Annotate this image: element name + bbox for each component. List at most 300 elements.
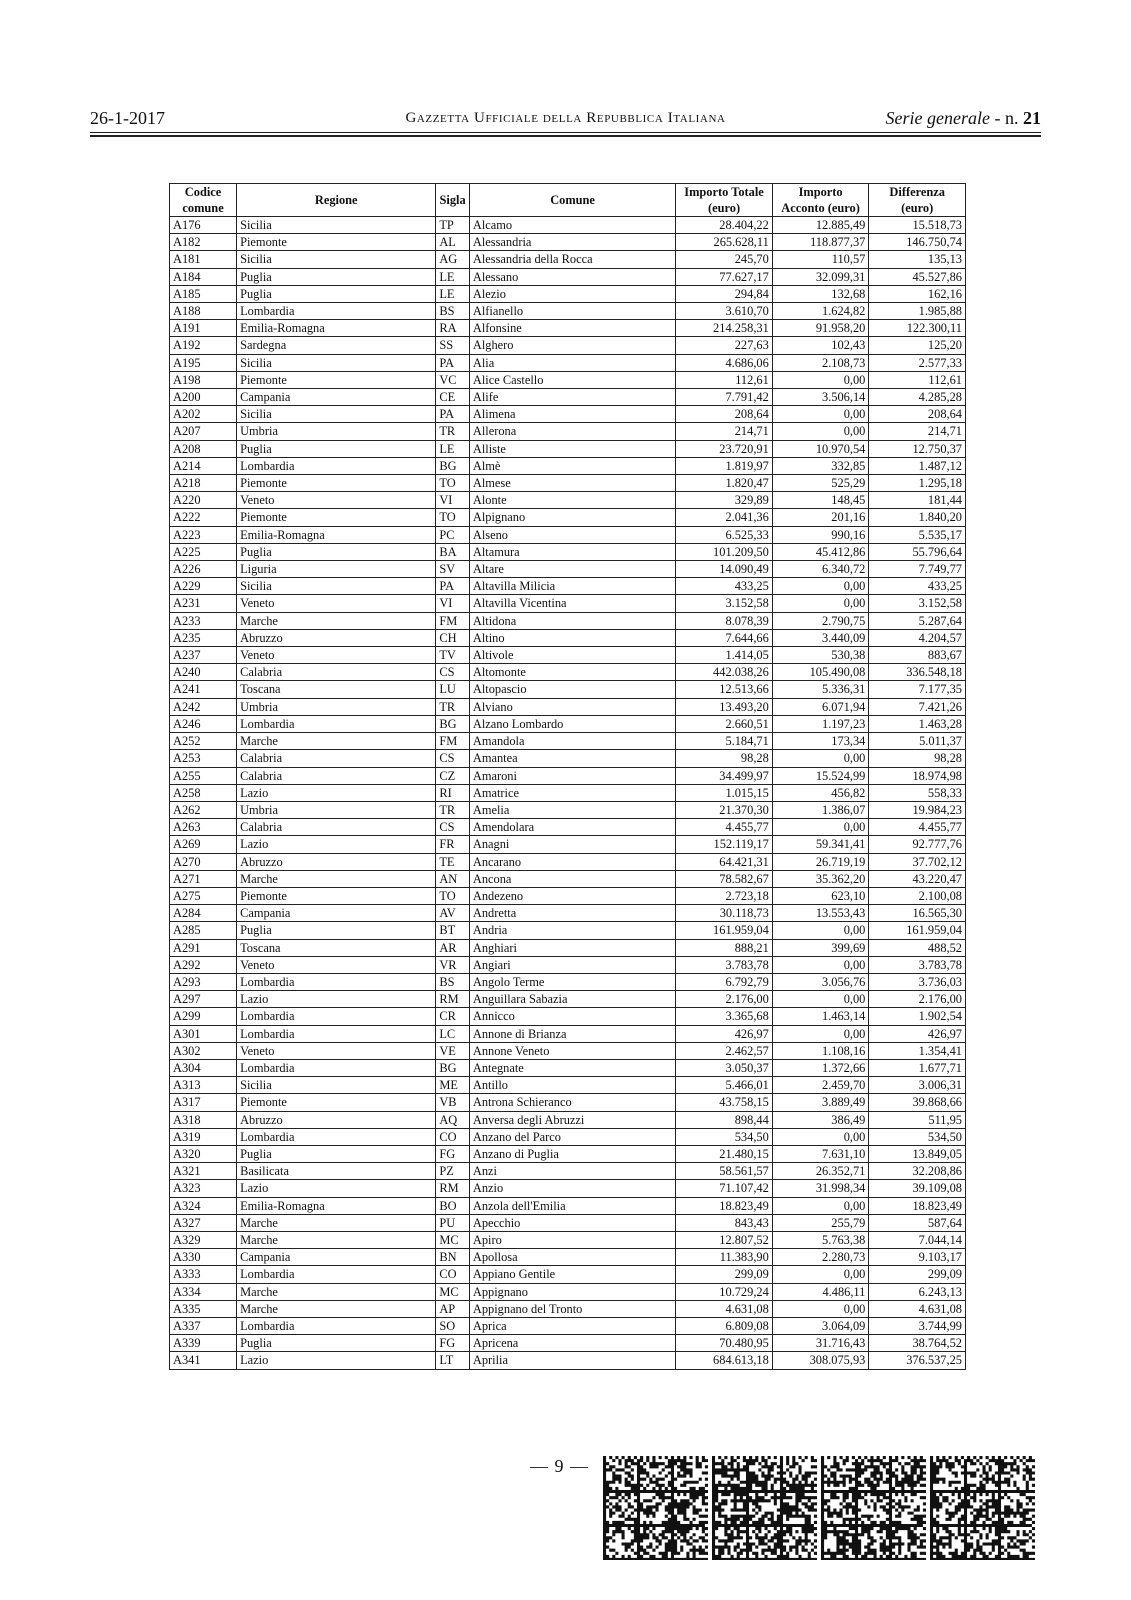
cell-comune: Alseno — [469, 526, 675, 543]
cell-codice: A335 — [170, 1300, 237, 1317]
cell-importo-acconto: 3.440,09 — [772, 629, 869, 646]
cell-importo-acconto: 0,00 — [772, 406, 869, 423]
cell-importo-totale: 23.720,91 — [676, 440, 773, 457]
table-row — [170, 1266, 966, 1283]
cell-differenza: 9.103,17 — [869, 1249, 966, 1266]
cell-regione: Campania — [237, 905, 436, 922]
cell-importo-totale: 70.480,95 — [676, 1335, 773, 1352]
cell-regione: Lombardia — [237, 1318, 436, 1335]
cell-sigla: LE — [436, 285, 470, 302]
cell-importo-totale: 6.809,08 — [676, 1318, 773, 1335]
cell-importo-acconto: 623,10 — [772, 887, 869, 904]
cell-importo-acconto: 3.889,49 — [772, 1094, 869, 1111]
cell-comune: Antrona Schieranco — [469, 1094, 675, 1111]
cell-codice: A192 — [170, 337, 237, 354]
col-header-importo-totale: Importo Totale (euro) — [676, 184, 773, 217]
table-row — [170, 475, 966, 492]
cell-importo-acconto: 530,38 — [772, 647, 869, 664]
cell-importo-totale: 4.455,77 — [676, 819, 773, 836]
table-row — [170, 268, 966, 285]
cell-differenza: 12.750,37 — [869, 440, 966, 457]
cell-importo-acconto: 0,00 — [772, 1266, 869, 1283]
cell-comune: Almè — [469, 457, 675, 474]
table-row — [170, 767, 966, 784]
table-row — [170, 354, 966, 371]
cell-codice: A185 — [170, 285, 237, 302]
cell-differenza: 376.537,25 — [869, 1352, 966, 1369]
comuni-table — [169, 183, 966, 1370]
cell-importo-totale: 43.758,15 — [676, 1094, 773, 1111]
cell-sigla: TV — [436, 647, 470, 664]
cell-comune: Amendolara — [469, 819, 675, 836]
cell-differenza: 92.777,76 — [869, 836, 966, 853]
cell-differenza: 3.152,58 — [869, 595, 966, 612]
cell-regione: Veneto — [237, 1042, 436, 1059]
table-row — [170, 1111, 966, 1128]
cell-differenza: 122.300,11 — [869, 320, 966, 337]
cell-codice: A208 — [170, 440, 237, 457]
cell-importo-acconto: 0,00 — [772, 371, 869, 388]
cell-sigla: FM — [436, 612, 470, 629]
cell-codice: A333 — [170, 1266, 237, 1283]
cell-regione: Puglia — [237, 440, 436, 457]
col-header-codice: Codice comune — [170, 184, 237, 217]
cell-regione: Lombardia — [237, 1266, 436, 1283]
cell-sigla: AN — [436, 870, 470, 887]
table-row — [170, 543, 966, 560]
cell-sigla: SV — [436, 561, 470, 578]
cell-importo-totale: 888,21 — [676, 939, 773, 956]
cell-regione: Marche — [237, 1283, 436, 1300]
cell-importo-acconto: 2.790,75 — [772, 612, 869, 629]
datamatrix-code-2 — [712, 1456, 817, 1560]
cell-codice: A223 — [170, 526, 237, 543]
table-row — [170, 1094, 966, 1111]
cell-sigla: RI — [436, 784, 470, 801]
cell-differenza: 43.220,47 — [869, 870, 966, 887]
cell-regione: Campania — [237, 1249, 436, 1266]
table-row — [170, 1249, 966, 1266]
cell-importo-totale: 7.791,42 — [676, 389, 773, 406]
table-row — [170, 217, 966, 234]
header-serie-label: Serie generale — [885, 108, 990, 128]
cell-codice: A334 — [170, 1283, 237, 1300]
cell-codice: A226 — [170, 561, 237, 578]
cell-regione: Piemonte — [237, 371, 436, 388]
cell-differenza: 5.287,64 — [869, 612, 966, 629]
cell-sigla: PA — [436, 354, 470, 371]
cell-codice: A263 — [170, 819, 237, 836]
cell-importo-acconto: 2.108,73 — [772, 354, 869, 371]
cell-importo-acconto: 2.280,73 — [772, 1249, 869, 1266]
cell-comune: Altavilla Vicentina — [469, 595, 675, 612]
cell-comune: Alfonsine — [469, 320, 675, 337]
cell-regione: Veneto — [237, 647, 436, 664]
cell-importo-acconto: 0,00 — [772, 423, 869, 440]
cell-sigla: AQ — [436, 1111, 470, 1128]
cell-sigla: CO — [436, 1266, 470, 1283]
cell-sigla: CS — [436, 819, 470, 836]
cell-codice: A270 — [170, 853, 237, 870]
cell-differenza: 7.421,26 — [869, 698, 966, 715]
cell-importo-totale: 2.660,51 — [676, 715, 773, 732]
cell-importo-acconto: 0,00 — [772, 956, 869, 973]
cell-importo-acconto: 456,82 — [772, 784, 869, 801]
cell-codice: A301 — [170, 1025, 237, 1042]
cell-importo-totale: 227,63 — [676, 337, 773, 354]
cell-codice: A323 — [170, 1180, 237, 1197]
cell-differenza: 112,61 — [869, 371, 966, 388]
cell-importo-acconto: 201,16 — [772, 509, 869, 526]
cell-regione: Lazio — [237, 1352, 436, 1369]
cell-sigla: BO — [436, 1197, 470, 1214]
cell-codice: A330 — [170, 1249, 237, 1266]
cell-codice: A207 — [170, 423, 237, 440]
cell-differenza: 433,25 — [869, 578, 966, 595]
cell-codice: A198 — [170, 371, 237, 388]
cell-sigla: FM — [436, 733, 470, 750]
cell-codice: A275 — [170, 887, 237, 904]
cell-differenza: 18.823,49 — [869, 1197, 966, 1214]
cell-importo-acconto: 399,69 — [772, 939, 869, 956]
cell-importo-totale: 7.644,66 — [676, 629, 773, 646]
table-row — [170, 337, 966, 354]
cell-importo-totale: 3.050,37 — [676, 1059, 773, 1076]
cell-importo-acconto: 5.763,38 — [772, 1231, 869, 1248]
cell-comune: Aprilia — [469, 1352, 675, 1369]
cell-importo-acconto: 105.490,08 — [772, 664, 869, 681]
cell-differenza: 2.176,00 — [869, 991, 966, 1008]
cell-regione: Puglia — [237, 1145, 436, 1162]
header-serie-sep: - n. — [990, 108, 1023, 128]
cell-comune: Alessandria della Rocca — [469, 251, 675, 268]
table-row — [170, 991, 966, 1008]
cell-regione: Sicilia — [237, 406, 436, 423]
cell-codice: A291 — [170, 939, 237, 956]
cell-differenza: 488,52 — [869, 939, 966, 956]
cell-differenza: 6.243,13 — [869, 1283, 966, 1300]
cell-sigla: TR — [436, 801, 470, 818]
cell-comune: Amantea — [469, 750, 675, 767]
cell-codice: A225 — [170, 543, 237, 560]
cell-importo-acconto: 0,00 — [772, 578, 869, 595]
cell-regione: Umbria — [237, 801, 436, 818]
header-date: 26-1-2017 — [90, 108, 165, 128]
cell-regione: Puglia — [237, 285, 436, 302]
header-rule-thick — [90, 135, 1041, 137]
table-row — [170, 595, 966, 612]
cell-sigla: PU — [436, 1214, 470, 1231]
cell-sigla: BS — [436, 303, 470, 320]
cell-comune: Alfianello — [469, 303, 675, 320]
table-row — [170, 389, 966, 406]
cell-comune: Alghero — [469, 337, 675, 354]
cell-differenza: 4.285,28 — [869, 389, 966, 406]
cell-sigla: FR — [436, 836, 470, 853]
cell-sigla: LC — [436, 1025, 470, 1042]
cell-differenza: 214,71 — [869, 423, 966, 440]
table-row — [170, 905, 966, 922]
cell-importo-totale: 6.525,33 — [676, 526, 773, 543]
cell-importo-acconto: 3.506,14 — [772, 389, 869, 406]
cell-differenza: 7.177,35 — [869, 681, 966, 698]
cell-comune: Altare — [469, 561, 675, 578]
cell-differenza: 135,13 — [869, 251, 966, 268]
cell-regione: Basilicata — [237, 1163, 436, 1180]
cell-codice: A293 — [170, 973, 237, 990]
cell-importo-totale: 77.627,17 — [676, 268, 773, 285]
cell-importo-acconto: 10.970,54 — [772, 440, 869, 457]
page-number: — 9 — — [530, 1456, 589, 1476]
cell-importo-acconto: 102,43 — [772, 337, 869, 354]
cell-sigla: TP — [436, 217, 470, 234]
cell-differenza: 39.109,08 — [869, 1180, 966, 1197]
cell-differenza: 3.783,78 — [869, 956, 966, 973]
cell-regione: Sicilia — [237, 578, 436, 595]
cell-comune: Anagni — [469, 836, 675, 853]
cell-codice: A304 — [170, 1059, 237, 1076]
cell-comune: Altidona — [469, 612, 675, 629]
cell-regione: Umbria — [237, 698, 436, 715]
cell-sigla: CS — [436, 750, 470, 767]
cell-regione: Puglia — [237, 922, 436, 939]
cell-differenza: 39.868,66 — [869, 1094, 966, 1111]
table-row — [170, 664, 966, 681]
cell-sigla: LT — [436, 1352, 470, 1369]
cell-importo-totale: 208,64 — [676, 406, 773, 423]
cell-comune: Alia — [469, 354, 675, 371]
cell-sigla: BG — [436, 1059, 470, 1076]
table-row — [170, 285, 966, 302]
cell-codice: A292 — [170, 956, 237, 973]
cell-importo-acconto: 3.056,76 — [772, 973, 869, 990]
cell-regione: Abruzzo — [237, 853, 436, 870]
table-row — [170, 922, 966, 939]
table-row — [170, 1318, 966, 1335]
cell-regione: Piemonte — [237, 475, 436, 492]
cell-codice: A297 — [170, 991, 237, 1008]
cell-codice: A242 — [170, 698, 237, 715]
cell-importo-totale: 3.610,70 — [676, 303, 773, 320]
cell-importo-totale: 843,43 — [676, 1214, 773, 1231]
cell-sigla: PC — [436, 526, 470, 543]
cell-sigla: RM — [436, 991, 470, 1008]
cell-codice: A184 — [170, 268, 237, 285]
table-body — [170, 217, 966, 1370]
cell-comune: Ancona — [469, 870, 675, 887]
cell-comune: Annicco — [469, 1008, 675, 1025]
cell-sigla: TR — [436, 423, 470, 440]
cell-importo-totale: 684.613,18 — [676, 1352, 773, 1369]
cell-sigla: TE — [436, 853, 470, 870]
cell-importo-acconto: 13.553,43 — [772, 905, 869, 922]
table-row — [170, 1163, 966, 1180]
cell-comune: Anzano del Parco — [469, 1128, 675, 1145]
cell-comune: Apiro — [469, 1231, 675, 1248]
table-row — [170, 526, 966, 543]
cell-comune: Appignano del Tronto — [469, 1300, 675, 1317]
cell-differenza: 1.902,54 — [869, 1008, 966, 1025]
table-row — [170, 406, 966, 423]
table-row — [170, 423, 966, 440]
cell-importo-acconto: 45.412,86 — [772, 543, 869, 560]
cell-importo-totale: 265.628,11 — [676, 234, 773, 251]
cell-differenza: 37.702,12 — [869, 853, 966, 870]
cell-sigla: TO — [436, 887, 470, 904]
cell-comune: Antillo — [469, 1077, 675, 1094]
cell-codice: A271 — [170, 870, 237, 887]
cell-codice: A262 — [170, 801, 237, 818]
cell-sigla: SO — [436, 1318, 470, 1335]
table-row — [170, 457, 966, 474]
cell-comune: Alcamo — [469, 217, 675, 234]
cell-codice: A229 — [170, 578, 237, 595]
cell-codice: A191 — [170, 320, 237, 337]
cell-importo-acconto: 59.341,41 — [772, 836, 869, 853]
cell-regione: Calabria — [237, 750, 436, 767]
cell-differenza: 5.011,37 — [869, 733, 966, 750]
cell-comune: Altopascio — [469, 681, 675, 698]
cell-codice: A329 — [170, 1231, 237, 1248]
cell-comune: Altamura — [469, 543, 675, 560]
cell-importo-acconto: 31.998,34 — [772, 1180, 869, 1197]
cell-importo-totale: 64.421,31 — [676, 853, 773, 870]
cell-importo-totale: 1.414,05 — [676, 647, 773, 664]
cell-importo-totale: 534,50 — [676, 1128, 773, 1145]
cell-codice: A181 — [170, 251, 237, 268]
table-row — [170, 750, 966, 767]
cell-sigla: CH — [436, 629, 470, 646]
cell-codice: A324 — [170, 1197, 237, 1214]
cell-sigla: AV — [436, 905, 470, 922]
cell-importo-acconto: 990,16 — [772, 526, 869, 543]
cell-importo-acconto: 6.340,72 — [772, 561, 869, 578]
datamatrix-code-3 — [821, 1456, 926, 1560]
table-row — [170, 1145, 966, 1162]
cell-sigla: MC — [436, 1231, 470, 1248]
cell-regione: Veneto — [237, 492, 436, 509]
cell-codice: A241 — [170, 681, 237, 698]
cell-regione: Piemonte — [237, 234, 436, 251]
table-row — [170, 870, 966, 887]
cell-importo-totale: 152.119,17 — [676, 836, 773, 853]
cell-comune: Altino — [469, 629, 675, 646]
table-row — [170, 492, 966, 509]
cell-codice: A214 — [170, 457, 237, 474]
cell-sigla: BT — [436, 922, 470, 939]
cell-differenza: 55.796,64 — [869, 543, 966, 560]
table-row — [170, 1059, 966, 1076]
cell-differenza: 1.295,18 — [869, 475, 966, 492]
table-row — [170, 1128, 966, 1145]
cell-importo-totale: 21.480,15 — [676, 1145, 773, 1162]
cell-regione: Marche — [237, 1214, 436, 1231]
cell-importo-totale: 6.792,79 — [676, 973, 773, 990]
cell-importo-acconto: 1.463,14 — [772, 1008, 869, 1025]
cell-comune: Alice Castello — [469, 371, 675, 388]
cell-comune: Andretta — [469, 905, 675, 922]
col-header-importo-acconto: Importo Acconto (euro) — [772, 184, 869, 217]
cell-differenza: 38.764,52 — [869, 1335, 966, 1352]
cell-differenza: 1.487,12 — [869, 457, 966, 474]
cell-differenza: 534,50 — [869, 1128, 966, 1145]
cell-differenza: 2.577,33 — [869, 354, 966, 371]
cell-differenza: 883,67 — [869, 647, 966, 664]
cell-differenza: 7.044,14 — [869, 1231, 966, 1248]
cell-sigla: VE — [436, 1042, 470, 1059]
cell-comune: Anzano di Puglia — [469, 1145, 675, 1162]
cell-comune: Apricena — [469, 1335, 675, 1352]
cell-codice: A220 — [170, 492, 237, 509]
cell-importo-totale: 214,71 — [676, 423, 773, 440]
cell-regione: Piemonte — [237, 1094, 436, 1111]
cell-regione: Lombardia — [237, 1128, 436, 1145]
table-row — [170, 836, 966, 853]
cell-sigla: BS — [436, 973, 470, 990]
table-row — [170, 698, 966, 715]
table-row — [170, 440, 966, 457]
cell-regione: Marche — [237, 1300, 436, 1317]
cell-differenza: 32.208,86 — [869, 1163, 966, 1180]
cell-importo-totale: 898,44 — [676, 1111, 773, 1128]
table-row — [170, 1352, 966, 1369]
cell-importo-totale: 10.729,24 — [676, 1283, 773, 1300]
cell-importo-acconto: 308.075,93 — [772, 1352, 869, 1369]
cell-importo-acconto: 32.099,31 — [772, 268, 869, 285]
table-row — [170, 1025, 966, 1042]
cell-importo-totale: 245,70 — [676, 251, 773, 268]
cell-regione: Puglia — [237, 543, 436, 560]
cell-regione: Lazio — [237, 991, 436, 1008]
cell-differenza: 3.744,99 — [869, 1318, 966, 1335]
cell-codice: A339 — [170, 1335, 237, 1352]
table-row — [170, 629, 966, 646]
cell-codice: A327 — [170, 1214, 237, 1231]
cell-importo-totale: 2.723,18 — [676, 887, 773, 904]
cell-codice: A299 — [170, 1008, 237, 1025]
cell-importo-acconto: 3.064,09 — [772, 1318, 869, 1335]
cell-regione: Lombardia — [237, 1008, 436, 1025]
cell-comune: Andria — [469, 922, 675, 939]
cell-importo-totale: 4.686,06 — [676, 354, 773, 371]
cell-comune: Amelia — [469, 801, 675, 818]
cell-differenza: 16.565,30 — [869, 905, 966, 922]
cell-importo-totale: 30.118,73 — [676, 905, 773, 922]
cell-importo-acconto: 0,00 — [772, 1025, 869, 1042]
cell-sigla: PA — [436, 406, 470, 423]
cell-comune: Altavilla Milicia — [469, 578, 675, 595]
cell-importo-totale: 14.090,49 — [676, 561, 773, 578]
cell-differenza: 511,95 — [869, 1111, 966, 1128]
cell-importo-totale: 4.631,08 — [676, 1300, 773, 1317]
cell-importo-acconto: 0,00 — [772, 595, 869, 612]
cell-importo-acconto: 1.108,16 — [772, 1042, 869, 1059]
table-row — [170, 303, 966, 320]
cell-regione: Sicilia — [237, 354, 436, 371]
cell-codice: A252 — [170, 733, 237, 750]
cell-comune: Apecchio — [469, 1214, 675, 1231]
datamatrix-code-1 — [603, 1456, 708, 1560]
cell-comune: Alezio — [469, 285, 675, 302]
cell-importo-totale: 78.582,67 — [676, 870, 773, 887]
cell-sigla: ME — [436, 1077, 470, 1094]
table-row — [170, 887, 966, 904]
cell-codice: A269 — [170, 836, 237, 853]
datamatrix-code-4 — [930, 1456, 1035, 1560]
cell-importo-acconto: 132,68 — [772, 285, 869, 302]
cell-sigla: CO — [436, 1128, 470, 1145]
cell-importo-totale: 5.184,71 — [676, 733, 773, 750]
